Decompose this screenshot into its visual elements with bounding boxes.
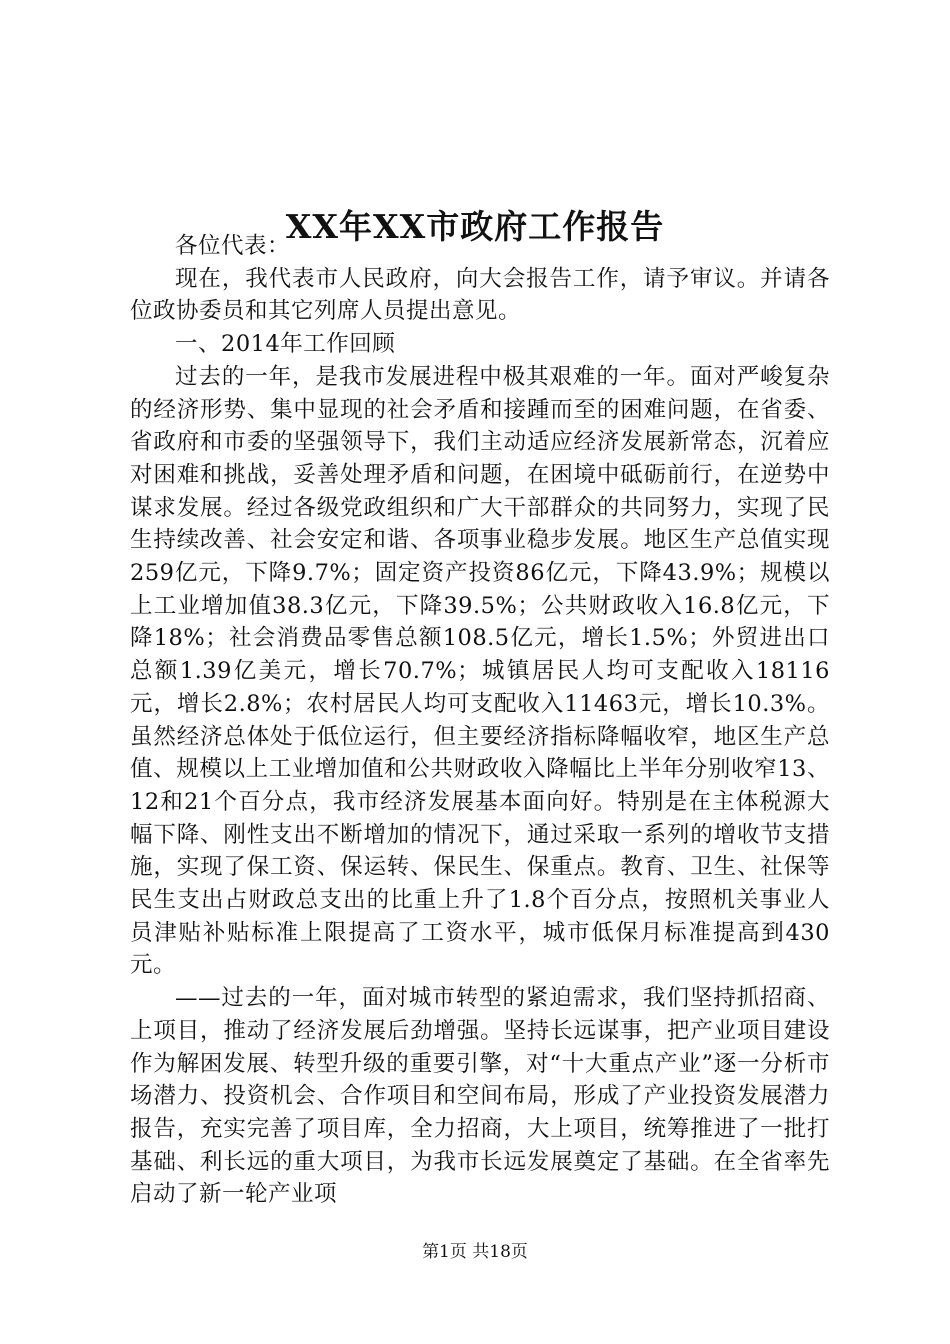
section-heading: 一、2014年工作回顾 — [175, 331, 396, 358]
body-paragraph: 过去的一年，是我市发展进程中极其艰难的一年。面对严峻复杂的经济形势、集中显现的社会矛盾和接踵而至的困难问题，在省委、省政府和市委的坚强领导下，我们主动适应经济发展新常态，沉着应对困难和挑战，妥善处理矛盾和问题，在困境中砥砺前行，在逆势中谋求发展。经过各级党政组织和广大干部群众的共同努力，实现了民生持续改善、社会安定和谐、各项事业稳步发展。地区生产总值实现259亿元，下降9.7%；固定资产投资86亿元，下降43.9%；规模以上工业增加值38.3亿元，下降39.5%；公共财政收入16.8亿元，下降18%；社会消费品零售总额108.5亿元，增长1.5%；外贸进出口总额1.39亿美元，增长70.7%；城镇居民人均可支配收入18116元，增长2.8%；农村居民人均可支配收入11463元，增长10.3%。虽然经济总体处于低位运行，但主要经济指标降幅收窄，地区生产总值、规模以上工业增加值和公共财政收入降幅比上半年分别收窄13、12和21个百分点，我市经济发展基本面向好。特别是在主体税源大幅下降、刚性支出不断增加的情况下，通过采取一系列的增收节支措施，实现了保工资、保运转、保民生、保重点。教育、卫生、社保等民生支出占财政总支出的比重上升了1.8个百分点，按照机关事业人员津贴补贴标准上限提高了工资水平，城市低保月标准提高到430元。 — [130, 363, 830, 979]
salutation: 各位代表： — [175, 233, 291, 259]
document-title: XX年XX市政府工作报告 — [285, 207, 665, 247]
document-body — [130, 230, 830, 1211]
page-number-footer: 第1页 共18页 — [422, 1242, 528, 1262]
body-paragraph: ——过去的一年，面对城市转型的紧迫需求，我们坚持抓招商、上项目，推动了经济发展后劲增强。坚持长远谋事，把产业项目建设作为解困发展、转型升级的重要引擎，对“十大重点产业”逐一分析市场潜力、投资机会、合作项目和空间布局，形成了产业投资发展潜力报告，充实完善了项目库，全力招商，大上项目，统筹推进了一批打基础、利长远的重大项目，为我市长远发展奠定了基础。在全省率先启动了新一轮产业项 — [130, 985, 830, 1208]
body-paragraph: 现在，我代表市人民政府，向大会报告工作，请予审议。并请各位政协委员和其它列席人员提出意见。 — [130, 265, 830, 325]
